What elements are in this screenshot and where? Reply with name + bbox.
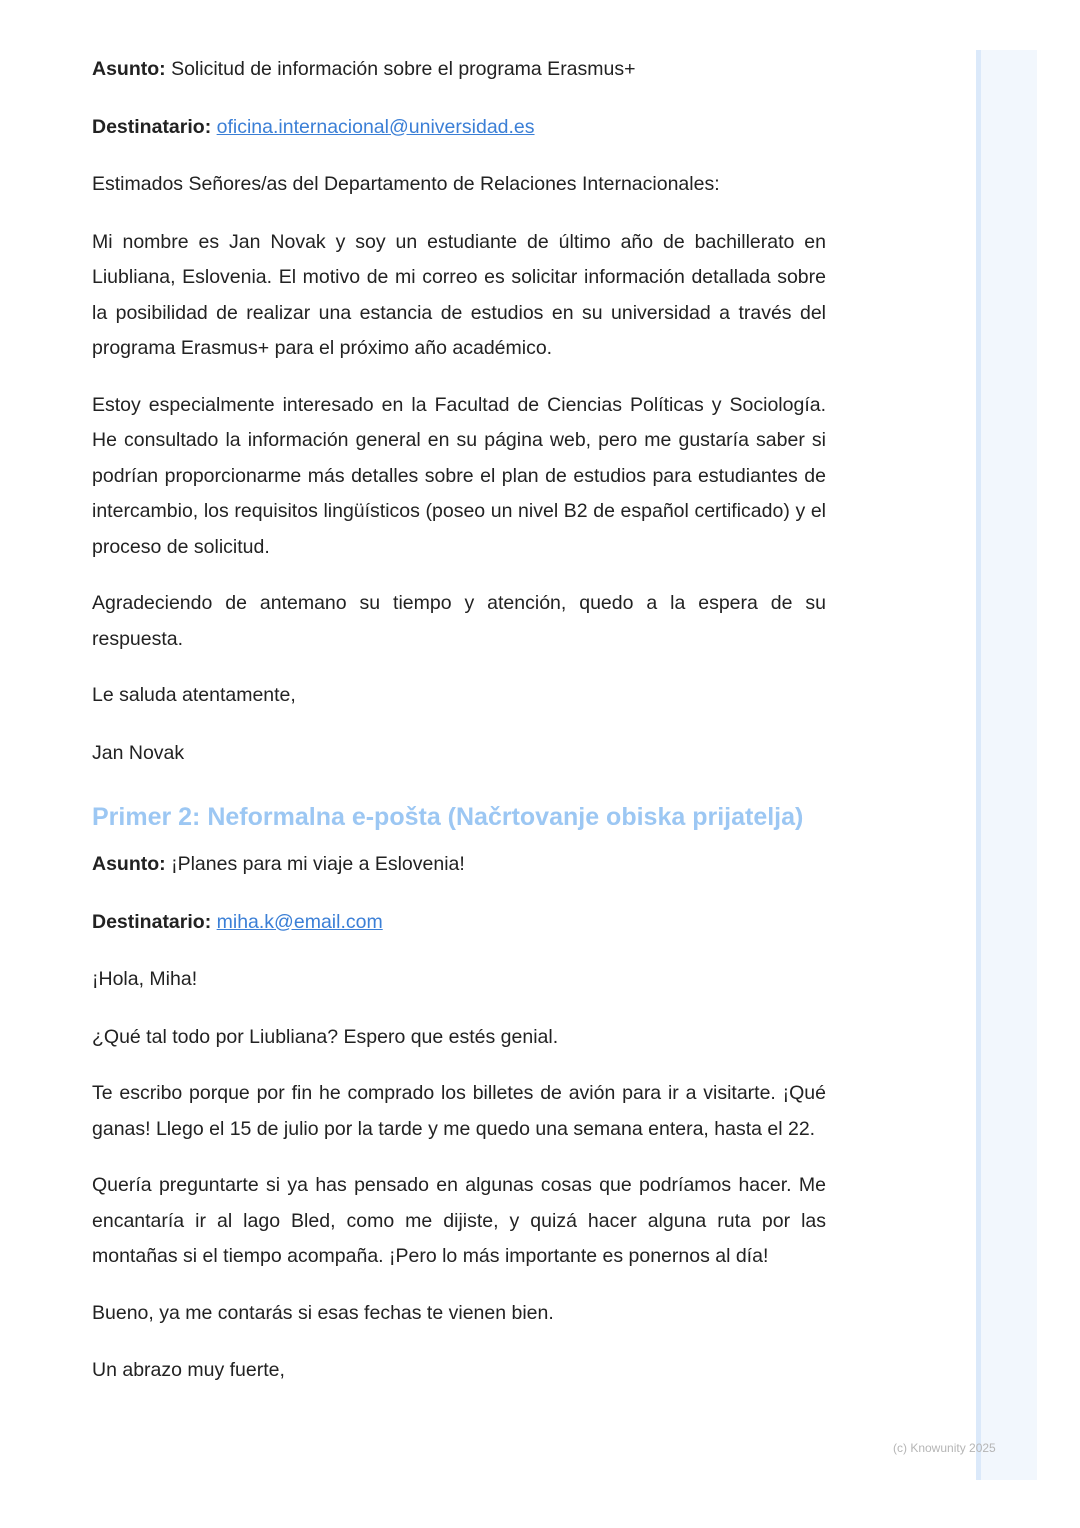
subject-text: ¡Planes para mi viaje a Eslovenia! (171, 853, 465, 875)
email2-subject-line (92, 847, 826, 883)
email1-paragraph-2: Estoy especialmente interesado en la Facultad de Ciencias Políticas y Sociología. He consultado la información general en su página web, pero me gustaría saber si podrían proporcionarme más detalles sobre el plan de estudios para estudiantes de intercambio, los requisitos lingüísticos (poseo un nivel B2 de español certificado) y el proceso de solicitud. (92, 393, 826, 558)
email1-subject-line (92, 52, 826, 88)
email2-paragraph-3: Quería preguntarte si ya has pensado en algunas cosas que podríamos hacer. Me encantaría ir al lago Bled, como me dijiste, y quizá hacer alguna ruta por las montañas si el tiempo acompaña. ¡Pero lo más importante es ponernos al día! (92, 1174, 826, 1267)
recipient-label: Destinatario: (92, 115, 212, 138)
side-panel (976, 50, 1037, 1480)
subject-label: Asunto: (92, 853, 166, 875)
recipient-label: Destinatario: (92, 910, 212, 933)
recipient-email-link[interactable]: oficina.internacional@universidad.es (216, 115, 535, 138)
email2-closing: Un abrazo muy fuerte, (92, 1359, 285, 1381)
section-heading: Primer 2: Neformalna e-pošta (Načrtovanje obiska prijatelja) (92, 803, 804, 831)
email1-paragraph-1: Mi nombre es Jan Novak y soy un estudiante de último año de bachillerato en Liubliana, Eslovenia. El motivo de mi correo es solicitar información detallada sobre la posibilidad de realizar una estancia de estudios en su universidad a través del programa Erasmus+ para el próximo año académico. (92, 230, 826, 359)
email1-greeting: Estimados Señores/as del Departamento de Relaciones Internacionales: (92, 173, 720, 195)
subject-text: Solicitud de información sobre el programa Erasmus+ (171, 58, 636, 80)
email2-paragraph-1: ¿Qué tal todo por Liubliana? Espero que estés genial. (92, 1025, 559, 1048)
email1-paragraph-3: Agradeciendo de antemano su tiempo y atención, quedo a la espera de su respuesta. (92, 592, 826, 650)
copyright-watermark: (c) Knowunity 2025 (893, 1441, 996, 1455)
recipient-email-link[interactable]: miha.k@email.com (216, 910, 383, 933)
email2-recipient-line (92, 905, 826, 941)
email2-paragraph-2: Te escribo porque por fin he comprado los billetes de avión para ir a visitarte. ¡Qué ganas! Llego el 15 de julio por la tarde y me quedo una semana entera, hasta el 22. (92, 1082, 826, 1140)
subject-label: Asunto: (92, 58, 166, 80)
email1-recipient-line (92, 110, 826, 146)
document-body (92, 52, 826, 1389)
email2-paragraph-4: Bueno, ya me contarás si esas fechas te vienen bien. (92, 1301, 554, 1324)
email2-greeting: ¡Hola, Miha! (92, 968, 198, 990)
email1-closing: Le saluda atentamente, (92, 684, 296, 706)
email1-signature: Jan Novak (92, 741, 185, 764)
